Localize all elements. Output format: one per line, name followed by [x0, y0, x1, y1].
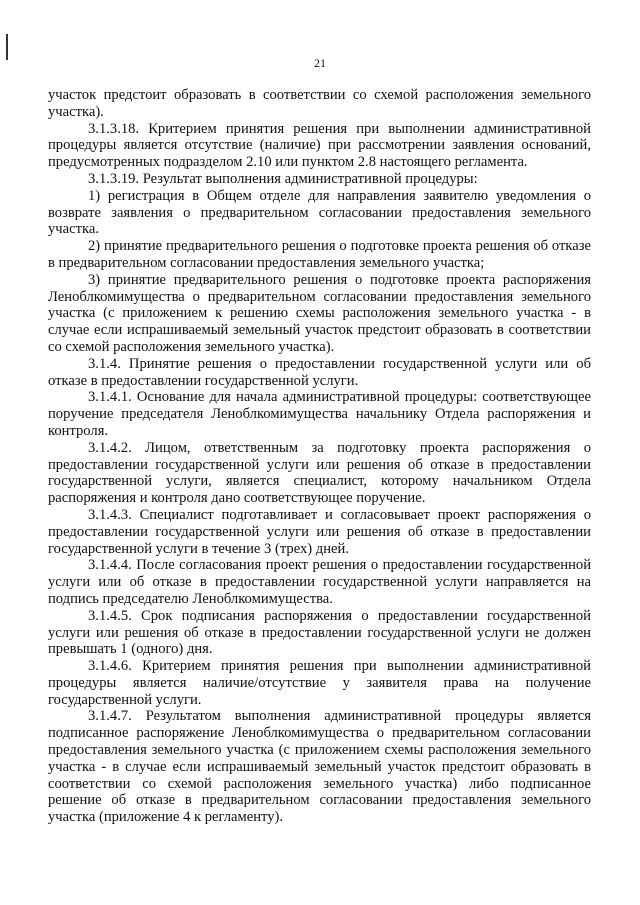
paragraph-3-1-3-18: 3.1.3.18. Критерием принятия решения при выполнении административной процедуры является отсутствие (наличие) при рассмотрении заявления оснований, предусмотренных подразделом 2.10 или пунктом 2.8 настоящего регламента.	[48, 120, 591, 171]
paragraph-3-1-4: 3.1.4. Принятие решения о предоставлении государственной услуги или об отказе в предоставлении государственной услуги.	[48, 355, 591, 389]
page-number: 21	[314, 56, 326, 70]
paragraph-3-1-4-1: 3.1.4.1. Основание для начала административной процедуры: соответствующее поручение председателя Леноблкомимущества начальнику Отдела распоряжения и контроля.	[48, 389, 591, 439]
paragraph-continuation: участок предстоит образовать в соответствии со схемой расположения земельного участка).	[48, 87, 591, 120]
list-item-3: 3) принятие предварительного решения о подготовке проекта распоряжения Леноблкомимущества о предварительном согласовании предоставления земельного участка (с приложением к решению схемы расположения земельного участка - в случае если испрашиваемый земельный участок предстоит образовать в соответствии со схемой расположения земельного участка).	[48, 271, 591, 355]
paragraph-3-1-4-2: 3.1.4.2. Лицом, ответственным за подготовку проекта распоряжения о предоставлении государственной услуги или решения об отказе в предоставлении государственной услуги, является специалист, которому начальником Отдела распоряжения и контроля дано соответствующее поручение.	[48, 439, 591, 507]
document-body	[48, 87, 591, 826]
list-item-1: 1) регистрация в Общем отделе для направления заявителю уведомления о возврате заявления о предварительном согласовании предоставления земельного участка.	[48, 187, 591, 238]
paragraph-3-1-4-3: 3.1.4.3. Специалист подготавливает и согласовывает проект распоряжения о предоставлении государственной услуги или решения об отказе в предоставлении государственной услуги в течение 3 (трех) дней.	[48, 506, 591, 557]
paragraph-3-1-4-6: 3.1.4.6. Критерием принятия решения при выполнении административной процедуры является наличие/отсутствие у заявителя права на получение государственной услуги.	[48, 658, 591, 708]
paragraph-3-1-3-19: 3.1.3.19. Результат выполнения административной процедуры:	[88, 170, 478, 187]
paragraph-3-1-4-4: 3.1.4.4. После согласования проект решения о предоставлении государственной услуги или об отказе в предоставлении государственной услуги направляется на подпись председателю Леноблкомимущества.	[48, 557, 591, 607]
paragraph-3-1-4-5: 3.1.4.5. Срок подписания распоряжения о предоставлении государственной услуги или решения об отказе в предоставлении государственной услуги не должен превышать 1 (одного) дня.	[48, 607, 591, 658]
paragraph-3-1-4-7: 3.1.4.7. Результатом выполнения административной процедуры является подписанное распоряжение Леноблкомимущества о предварительном согласовании предоставления земельного участка (с приложением схемы расположения земельного участка - в случае если испрашиваемый земельный участок предстоит образовать в соответствии со схемой расположения земельного участка) либо подписанное решение об отказе в предварительном согласовании предоставления земельного участка (приложение 4 к регламенту).	[48, 708, 591, 826]
list-item-2: 2) принятие предварительного решения о подготовке проекта решения об отказе в предварительном согласовании предоставления земельного участка;	[48, 238, 591, 271]
